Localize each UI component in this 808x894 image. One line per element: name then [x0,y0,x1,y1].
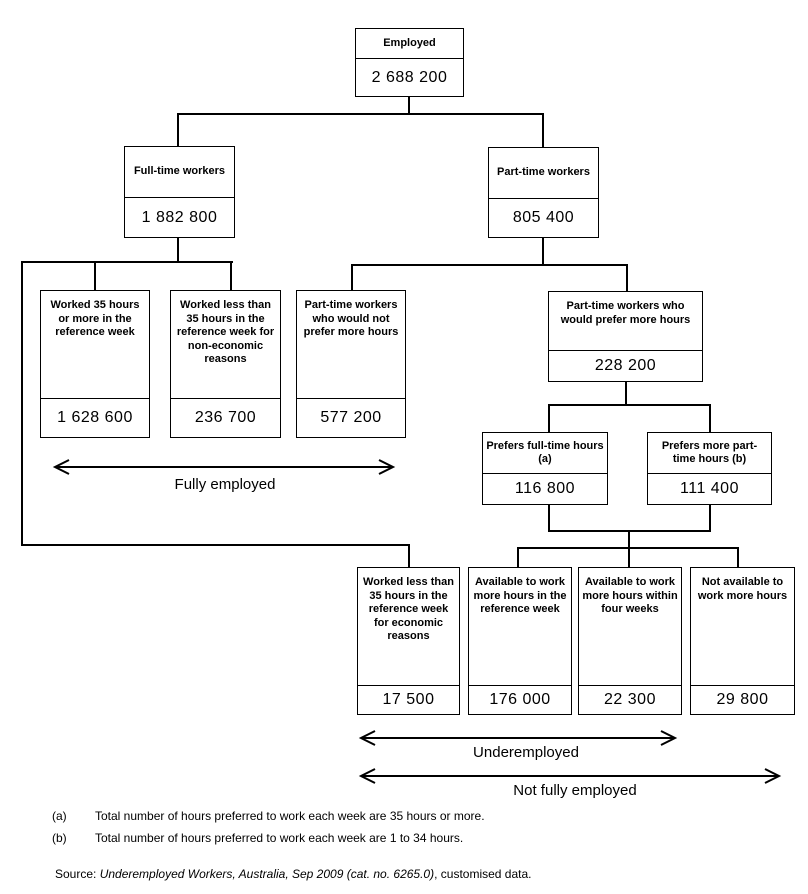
node-not-available-more-hours [690,567,795,715]
fully-employed-label: Fully employed [174,476,276,493]
footnote-a-text: Total number of hours preferred to work each week are 35 hours or more. [95,809,485,823]
node-full-time-workers-value: 1 882 800 [141,208,218,226]
node-worked-less-economic-value: 17 500 [382,691,435,708]
node-worked-35-hours-or-more-label: Worked 35 hours or more in the reference week [41,291,149,399]
node-prefers-more-part-time-hours-label: Prefers more part-time hours (b) [648,433,771,474]
node-prefers-more-part-time-hours [647,432,772,505]
connector [548,404,711,406]
node-pt-would-not-prefer-more-label: Part-time workers who would not prefer more hours [297,291,405,399]
node-worked-35-hours-or-more [40,290,150,438]
node-part-time-workers [488,147,599,238]
node-employed-value: 2 688 200 [371,68,448,86]
node-pt-would-not-prefer-more-value: 577 200 [320,409,382,426]
source-citation: Underemployed Workers, Australia, Sep 2009 (cat. no. 6265.0) [99,867,435,881]
footnote-b-marker: (b) [52,831,67,845]
connector [21,544,410,546]
connector [737,547,739,568]
node-worked-less-non-economic-value: 236 700 [194,409,257,426]
node-worked-less-non-economic [170,290,281,438]
node-employed [355,28,464,97]
connector [626,264,628,292]
connector [408,544,410,568]
node-prefers-full-time-hours-label: Prefers full-time hours (a) [483,433,607,474]
connector [351,264,353,291]
node-employed-label: Employed [356,29,463,59]
footnote-b-text: Total number of hours preferred to work each week are 1 to 34 hours. [95,831,464,845]
node-pt-would-prefer-more-value: 228 200 [594,357,657,374]
node-worked-35-hours-or-more-value: 1 628 600 [57,409,133,426]
connector [21,261,233,263]
node-worked-less-economic-label: Worked less than 35 hours in the reference week for economic reasons [358,568,459,686]
node-available-four-weeks [578,567,682,715]
node-full-time-workers-label: Full-time workers [125,147,234,198]
connector [177,113,544,115]
node-pt-would-prefer-more-label: Part-time workers who would prefer more hours [549,292,702,351]
node-available-four-weeks-label: Available to work more hours within four weeks [579,568,681,686]
connector [21,261,23,546]
connector [548,505,550,532]
fully-employed-arrow [50,459,398,475]
connector [542,238,544,266]
connector [517,547,519,568]
node-prefers-full-time-hours [482,432,608,505]
connector [177,113,179,147]
node-available-reference-week-label: Available to work more hours in the reference week [469,568,571,686]
node-part-time-workers-label: Part-time workers [489,148,598,199]
connector [351,264,628,266]
connector [230,261,232,291]
node-available-reference-week [468,567,572,715]
footnote-a-marker: (a) [52,809,67,823]
node-available-four-weeks-value: 22 300 [604,691,656,708]
node-worked-less-non-economic-label: Worked less than 35 hours in the reference week for non-economic reasons [171,291,280,399]
connector [94,261,96,291]
node-not-available-more-hours-value: 29 800 [716,691,769,708]
source-suffix: , customised data. [434,867,532,881]
node-not-available-more-hours-label: Not available to work more hours [691,568,794,686]
node-worked-less-economic [357,567,460,715]
node-full-time-workers [124,146,235,238]
connector [628,547,630,568]
connector [709,404,711,433]
underemployed-label: Underemployed [473,744,579,761]
node-pt-would-prefer-more [548,291,703,382]
connector [548,404,550,433]
source-note [55,867,532,881]
node-prefers-full-time-hours-value: 116 800 [514,480,576,497]
connector [625,382,627,406]
source-prefix: Source: [55,867,100,881]
node-available-reference-week-value: 176 000 [489,691,551,708]
node-prefers-more-part-time-hours-value: 111 400 [680,480,739,497]
node-pt-would-not-prefer-more [296,290,406,438]
not-fully-employed-label: Not fully employed [513,782,637,799]
connector [709,505,711,532]
connector [177,238,179,263]
node-part-time-workers-value: 805 400 [512,209,575,226]
connector [542,113,544,148]
